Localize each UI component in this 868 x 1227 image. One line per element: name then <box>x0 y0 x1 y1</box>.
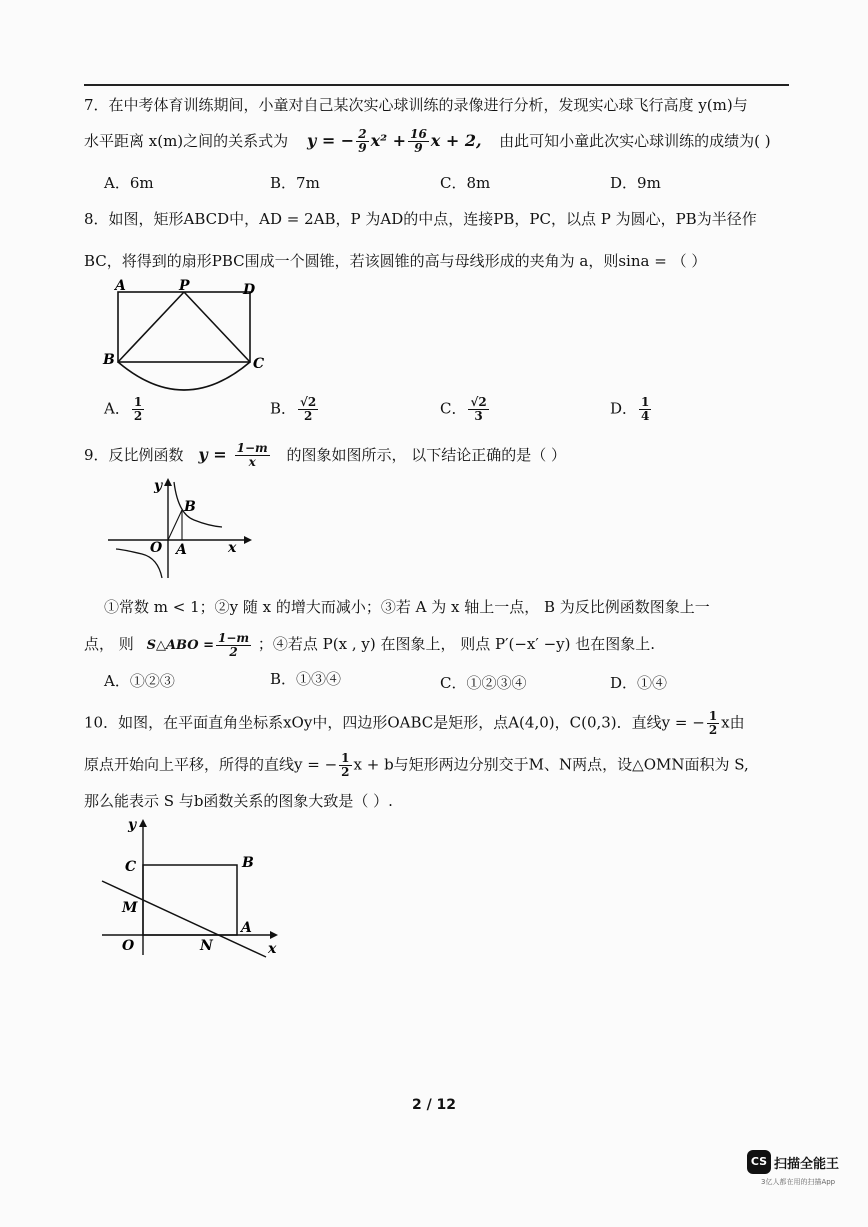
q8-choice-c-num: √2 <box>470 395 487 409</box>
q9-area-num: 1−m <box>218 631 250 645</box>
q9-line-3-text: 点， 则 <box>84 635 134 653</box>
q8-label-a: A <box>115 278 126 294</box>
q7-frac-1-den: 9 <box>358 141 367 155</box>
q7-frac-2-num: 16 <box>410 127 427 141</box>
q8-line-2: BC，将得到的扇形PBC围成一个圆锥，若该圆锥的高与母线形成的夹角为 a，则sina = （ ） <box>84 252 707 270</box>
q7-formula-part-a: y = − <box>306 131 355 150</box>
q8-choice-c <box>440 396 491 423</box>
q9-line-1 <box>84 442 566 469</box>
q9-frac <box>235 442 270 469</box>
q9-line-1-text: 9．反比例函数 <box>84 446 184 464</box>
q10-label-o: O <box>122 938 135 954</box>
q9-label-x: x <box>228 540 237 556</box>
q10-frac-1-num: 1 <box>708 709 718 723</box>
q10-line-1-text: 10．如图，在平面直角坐标系xOy中，四边形OABC是矩形，点A(4,0)，C(0,3)．直线y = − <box>84 713 705 732</box>
q8-label-p: P <box>179 278 190 294</box>
q7-frac-1 <box>356 128 368 155</box>
q7-frac-1-num: 2 <box>358 127 367 141</box>
q9-x-arrow <box>244 536 252 544</box>
q9-frac-num: 1−m <box>236 441 268 455</box>
q7-formula-part-b: x² + <box>370 131 407 150</box>
q8-choice-c-den: 3 <box>474 409 483 423</box>
q9-formula <box>198 441 271 469</box>
q10-line-2-text: 原点开始向上平移，所得的直线y = − <box>84 755 338 774</box>
q8-choice-d-num: 1 <box>641 395 650 409</box>
page-number: 2 / 12 <box>411 1097 457 1113</box>
q8-rectangle <box>118 292 250 362</box>
scanner-watermark <box>747 1150 840 1186</box>
q7-line-1: 7．在中考体育训练期间，小童对自己某次实心球训练的录像进行分析，发现实心球飞行高度 y(m)与 <box>84 96 748 114</box>
q9-choice-a: A．①②③ <box>104 672 175 690</box>
q10-label-n: N <box>200 938 213 954</box>
q8-choice-a-frac <box>132 396 144 423</box>
scanner-name: 扫描全能王 <box>774 1156 840 1172</box>
q9-frac-den: x <box>248 455 256 469</box>
q8-segment-pb <box>118 292 184 362</box>
q9-line-3 <box>84 632 655 659</box>
scanner-tagline: 3亿人都在用的扫描App <box>761 1178 836 1186</box>
q9-line-2: ①常数 m < 1；②y 随 x 的增大而减小；③若 A 为 x 轴上一点， B 为反比例函数图象上一 <box>104 598 710 616</box>
q10-line-3: 那么能表示 S 与b函数关系的图象大致是（ ）. <box>84 792 393 810</box>
scanner-logo-icon: CS <box>747 1150 771 1174</box>
q8-choice-b-num: √2 <box>300 395 317 409</box>
q9-choice-b: B．①③④ <box>270 670 342 688</box>
q8-choice-d <box>610 396 653 423</box>
top-rule <box>84 84 789 86</box>
q10-label-m: M <box>122 900 138 916</box>
q7-choice-c: C．8m <box>440 174 491 192</box>
q10-label-b: B <box>242 855 254 871</box>
q8-choice-d-letter: D． <box>610 399 638 418</box>
q9-curve-q1 <box>174 482 222 527</box>
q8-label-c: C <box>253 356 265 372</box>
q8-choice-b-frac <box>298 396 318 423</box>
q10-rectangle <box>143 865 237 935</box>
q10-line-1-tail: x由 <box>721 713 745 732</box>
q10-x-arrow <box>270 931 278 939</box>
q9-label-a: A <box>176 542 187 558</box>
q9-segment-ob <box>168 510 182 540</box>
q8-choice-b <box>270 396 320 423</box>
q9-formula-lhs: y = <box>198 445 227 464</box>
q10-line-2 <box>84 752 749 779</box>
q8-choice-d-den: 4 <box>641 409 650 423</box>
q7-line-2-text: 水平距离 x(m)之间的关系式为 <box>84 132 289 150</box>
q8-choice-b-den: 2 <box>303 409 313 423</box>
q10-line-2-tail: x + b与矩形两边分别交于M、N两点，设△OMN面积为 S, <box>353 755 749 774</box>
q9-area-den: 2 <box>229 645 238 659</box>
q10-label-a: A <box>241 920 252 936</box>
q8-choice-a <box>104 396 146 423</box>
q7-line-2 <box>84 128 771 155</box>
q10-label-y: y <box>128 817 137 833</box>
q7-choice-b: B．7m <box>270 174 320 192</box>
q9-choice-d: D．①④ <box>610 674 668 692</box>
q9-line-3-tail: ；④若点 P(x , y) 在图象上， 则点 P′(−x′ −y) 也在图象上. <box>257 635 655 653</box>
q10-frac-1-den: 2 <box>708 723 718 737</box>
q8-choice-a-letter: A． <box>104 399 130 418</box>
q7-formula <box>306 127 487 155</box>
q8-line-1: 8．如图，矩形ABCD中，AD = 2AB，P 为AD的中点，连接PB，PC，以点 P 为圆心，PB为半径作 <box>84 210 757 228</box>
q10-frac-2-den: 2 <box>341 765 350 779</box>
q10-frac-2-num: 1 <box>341 751 350 765</box>
q7-frac-2 <box>408 128 429 155</box>
q8-choice-c-frac <box>468 396 488 423</box>
q9-area-frac <box>216 632 251 659</box>
q7-line-2-tail: 由此可知小童此次实心球训练的成绩为( ) <box>499 132 771 150</box>
q9-area-label: S△ABO = <box>146 638 215 653</box>
q9-area-formula <box>146 631 254 659</box>
q8-arc-bc <box>118 362 250 390</box>
q8-segment-pc <box>184 292 250 362</box>
q9-line-1-tail: 的图象如图所示， 以下结论正确的是（ ） <box>286 446 567 464</box>
q8-choice-a-num: 1 <box>133 395 143 409</box>
q8-label-d: D <box>243 282 256 298</box>
q10-label-c: C <box>125 859 137 875</box>
q10-figure <box>100 815 290 965</box>
q7-choice-d: D．9m <box>610 174 661 192</box>
q10-y-arrow <box>139 819 147 827</box>
q7-formula-part-c: x + 2, <box>430 131 482 150</box>
q8-choice-d-frac <box>639 396 651 423</box>
q7-frac-2-den: 9 <box>414 141 423 155</box>
q8-choice-c-letter: C． <box>440 399 467 418</box>
q9-label-o: O <box>150 540 163 556</box>
q8-label-b: B <box>103 352 115 368</box>
q8-choice-a-den: 2 <box>133 409 143 423</box>
q8-figure <box>100 278 280 398</box>
q9-figure <box>104 474 254 584</box>
q10-label-x: x <box>268 941 277 957</box>
q8-choice-b-letter: B． <box>270 399 297 418</box>
q7-choice-a: A．6m <box>104 174 154 192</box>
q9-choice-c: C．①②③④ <box>440 674 527 692</box>
q10-frac-2 <box>339 752 351 779</box>
q10-frac-1 <box>707 710 719 737</box>
q9-y-arrow <box>164 478 172 486</box>
q9-label-b: B <box>184 499 196 515</box>
q9-label-y: y <box>154 478 163 494</box>
q10-line-1 <box>84 710 745 737</box>
